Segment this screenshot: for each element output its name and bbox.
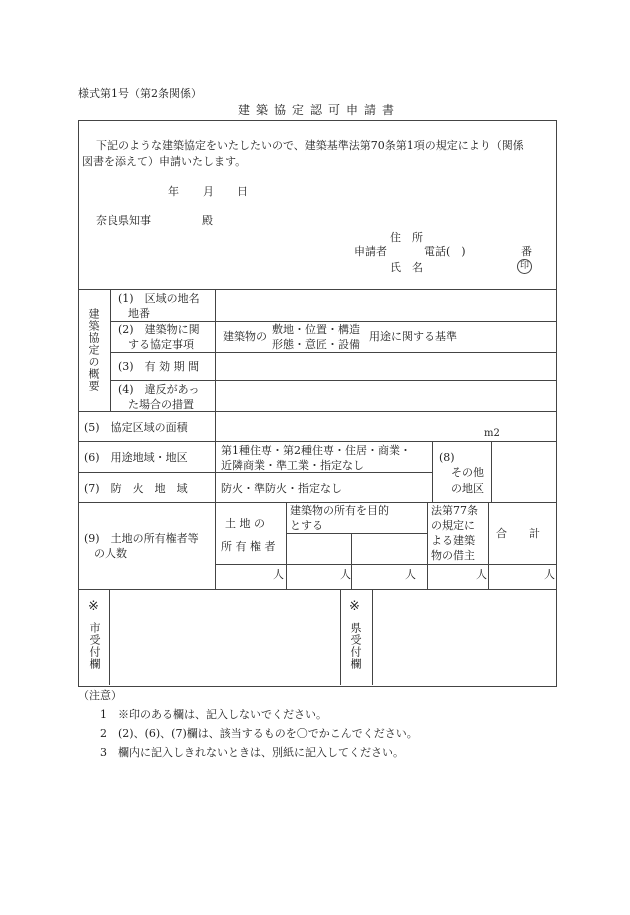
- row1-label-a: (1) 区域の地名: [118, 292, 200, 305]
- line-h-r6: [78, 472, 432, 473]
- line-v-summary: [110, 289, 111, 411]
- row5-unit: m2: [484, 428, 500, 439]
- line-v-r9-b: [351, 533, 352, 589]
- summary-heading: 建築協定の概要: [87, 308, 100, 392]
- row2-value-mid2: 形態・意匠・設備: [272, 338, 360, 351]
- line-v-r9-d: [488, 502, 489, 589]
- line-h-r9-bottom: [78, 589, 556, 590]
- line-v-r8-left: [432, 441, 433, 502]
- applicant-name-label: 氏 名: [390, 261, 423, 274]
- note-3: 3 欄内に記入しきれないときは、別紙に記入してください。: [100, 746, 404, 759]
- row9-header-owner-2: 所 有 権 者: [221, 540, 276, 553]
- row9-label-b: の人数: [94, 547, 127, 560]
- form-title: 建築協定認可申請書: [238, 103, 401, 117]
- city-receipt-mark: ※: [88, 599, 99, 614]
- city-receipt-label: 市受付欄: [88, 622, 101, 670]
- line-v-r9-c: [427, 502, 428, 589]
- date-year: 年: [168, 185, 179, 198]
- line-h-r3: [110, 380, 556, 381]
- row9-unit-total: 人: [544, 568, 555, 581]
- date-month: 月: [203, 185, 214, 198]
- row6-value-1: 第1種住専・第2種住専・住居・商業・: [221, 444, 411, 457]
- addressee-name: 奈良県知事: [96, 214, 151, 227]
- row9-label-a: (9) 土地の所有権者等: [84, 532, 199, 545]
- row2-label-a: (2) 建築物に関: [118, 323, 200, 336]
- row7-label: (7) 防 火 地 域: [84, 482, 188, 495]
- row9-unit-law: 人: [476, 568, 487, 581]
- row3-label: (3) 有 効 期 間: [118, 360, 200, 373]
- note-1: 1 ※印のある欄は、記入しないでください。: [100, 708, 327, 721]
- form-number: 様式第1号（第2条関係）: [78, 87, 202, 100]
- row9-header-law-3: よる建築: [431, 534, 475, 547]
- row9-header-total: 合 計: [496, 527, 540, 540]
- line-v-r8-right: [491, 441, 492, 502]
- line-h-r1: [110, 321, 556, 322]
- intro-line-1: 下記のような建築協定をいたしたいので、建築基準法第70条第1項の規定により（関係: [96, 139, 524, 152]
- line-v-label: [215, 289, 216, 589]
- seal-mark: 印: [517, 259, 532, 274]
- row2-value-right: 用途に関する基準: [369, 330, 457, 343]
- row1-label-b: 地番: [128, 307, 150, 320]
- row6-value-2: 近隣商業・準工業・指定なし: [221, 459, 364, 472]
- line-h-r2: [110, 352, 556, 353]
- applicant-phone-label: 電話( ): [424, 245, 466, 258]
- note-2: 2 (2)、(6)、(7)欄は、該当するものを〇でかこんでください。: [100, 727, 418, 740]
- date-day: 日: [237, 185, 248, 198]
- row8-label-a: (8): [439, 451, 455, 464]
- row9-header-building-1: 建築物の所有を目的: [290, 504, 389, 517]
- row9-header-law-1: 法第77条: [431, 504, 478, 517]
- row9-unit-owner: 人: [273, 568, 284, 581]
- line-h-r7: [78, 502, 556, 503]
- line-h-r4: [78, 411, 556, 412]
- row8-label-b: その他: [451, 466, 484, 479]
- row4-label-b: た場合の措置: [128, 398, 194, 411]
- row9-header-law-4: 物の借主: [431, 549, 475, 562]
- row2-label-b: する協定事項: [128, 338, 194, 351]
- row9-header-law-2: の規定に: [431, 519, 475, 532]
- line-v-receipt-a: [109, 589, 110, 685]
- applicant-role-label: 申請者: [354, 245, 387, 258]
- notes-title: （注意）: [78, 689, 122, 702]
- applicant-phone-ban: 番: [521, 245, 532, 258]
- pref-receipt-mark: ※: [349, 599, 360, 614]
- line-v-receipt-b: [340, 589, 341, 685]
- row6-label: (6) 用途地域・地区: [84, 451, 188, 464]
- row9-unit-building-b: 人: [405, 568, 416, 581]
- line-v-r9-a: [286, 502, 287, 589]
- row2-value-mid1: 敷地・位置・構造: [272, 323, 360, 336]
- row7-value: 防火・準防火・指定なし: [221, 482, 342, 495]
- row4-label-a: (4) 違反があっ: [118, 383, 200, 396]
- intro-line-2: 図書を添えて）申請いたします。: [82, 155, 247, 168]
- row9-header-owner-1: 土 地 の: [225, 517, 265, 530]
- applicant-address-label: 住 所: [390, 231, 423, 244]
- line-v-receipt-c: [372, 589, 373, 685]
- line-h-intro-bottom: [78, 289, 556, 290]
- row9-unit-building-a: 人: [340, 568, 351, 581]
- line-h-r9-units: [215, 564, 556, 565]
- row2-value-left: 建築物の: [223, 330, 267, 343]
- row5-label: (5) 協定区域の面積: [84, 421, 188, 434]
- pref-receipt-label: 県受付欄: [349, 622, 362, 670]
- row8-label-c: の地区: [451, 482, 484, 495]
- line-h-r9-build: [286, 533, 427, 534]
- line-h-r5: [78, 441, 556, 442]
- row9-header-building-2: とする: [290, 519, 323, 532]
- addressee-honorific: 殿: [202, 214, 213, 227]
